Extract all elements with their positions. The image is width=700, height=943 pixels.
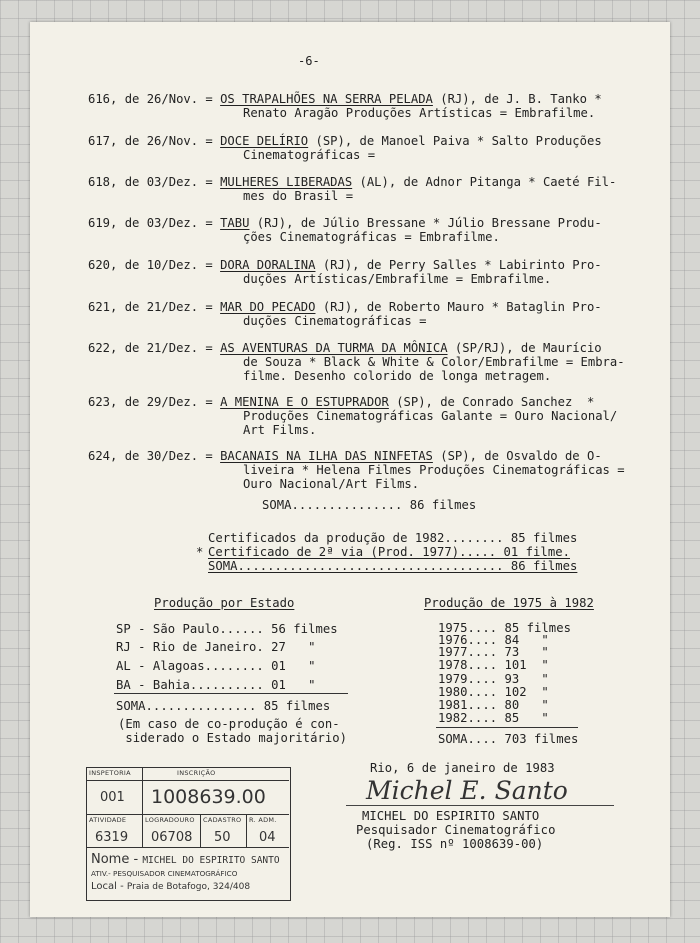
stamp-inspetoria: 001 [100, 790, 125, 805]
stamp-logradouro-label: LOGRADOURO [145, 816, 195, 824]
entry-detail: (RJ), de J. B. Tanko * [432, 92, 602, 106]
entry-line-1: 621, de 21/Dez. = MAR DO PECADO (RJ), de Roberto Mauro * Bataglin Pro- [88, 300, 602, 314]
entry-number: 620 [88, 258, 111, 272]
entry-title: BACANAIS NA ILHA DAS NINFETAS [220, 449, 433, 463]
stamp-cadastro-label: CADASTRO [203, 816, 242, 824]
signer-role: Pesquisador Cinematográfico [356, 823, 556, 837]
entry-date: de 21/Dez. [124, 300, 199, 314]
ano-1979: 1979.... 93 " [438, 672, 549, 686]
entry-line-2: Produções Cinematográficas Galante = Ouro Nacional/ [243, 409, 618, 423]
entry-line-1: 622, de 21/Dez. = AS AVENTURAS DA TURMA DA MÔNICA (SP/RJ), de Maurício [88, 341, 602, 355]
entry-detail: (AL), de Adnor Pitanga * Caeté Fil- [352, 175, 617, 189]
entry-line-2: Cinematográficas = [243, 148, 376, 162]
stamp-nome: MICHEL DO ESPIRITO SANTO [142, 855, 280, 866]
stamp-local-label: Local - [91, 881, 124, 892]
film-entry [88, 449, 668, 491]
entry-number: 621 [88, 300, 111, 314]
document-page [30, 22, 670, 917]
estado-soma: SOMA............... 85 filmes [116, 699, 331, 713]
entry-date: de 03/Dez. [124, 175, 199, 189]
entry-line-2: liveira * Helena Filmes Produções Cinematográficas = [243, 463, 625, 477]
stamp-inscricao-label-cell [143, 768, 289, 781]
stamp-atividade-cell [87, 815, 143, 848]
estado-note-2: siderado o Estado majoritário) [118, 731, 348, 745]
entry-number: 619 [88, 216, 111, 230]
anos-rule [436, 727, 578, 728]
stamp-atividade-label: ATIVIDADE [89, 816, 127, 824]
entry-line-2: duções Cinematográficas = [243, 314, 427, 328]
entry-detail: (RJ), de Júlio Bressane * Júlio Bressane Produ- [249, 216, 602, 230]
stamp-inscricao-label: INSCRIÇÃO [177, 769, 216, 777]
signer-registration: (Reg. ISS nº 1008639-00) [366, 837, 544, 851]
entry-number: 617 [88, 134, 111, 148]
entry-detail: (SP), de Osvaldo de O- [432, 449, 602, 463]
stamp-inspetoria-label: INSPETORIA [89, 769, 131, 777]
ano-1975: 1975.... 85 filmes [438, 621, 571, 635]
signer-name: MICHEL DO ESPIRITO SANTO [362, 809, 540, 823]
ano-1981: 1981.... 80 " [438, 698, 549, 712]
entry-line-1: 620, de 10/Dez. = DORA DORALINA (RJ), de Perry Salles * Labirinto Pro- [88, 258, 602, 272]
entry-title: TABU [220, 216, 250, 230]
entry-date: de 30/Dez. [124, 449, 199, 463]
entry-line-2: de Souza * Black & White & Color/Embrafilme = Embra- [243, 355, 625, 369]
place-date: Rio, 6 de janeiro de 1983 [370, 761, 555, 775]
soma-certificados: SOMA.................................... 86 filmes [208, 559, 578, 573]
entry-number: 623 [88, 395, 111, 409]
entry-title: DORA DORALINA [220, 258, 316, 272]
entry-detail: (RJ), de Perry Salles * Labirinto Pro- [315, 258, 602, 272]
ano-1977: 1977.... 73 " [438, 645, 549, 659]
stamp-local: Praia de Botafogo, 324/408 [126, 882, 251, 892]
entry-title: MULHERES LIBERADAS [220, 175, 353, 189]
entry-date: de 29/Dez. [124, 395, 199, 409]
cert-star: * [196, 545, 204, 559]
anos-soma: SOMA.... 703 filmes [438, 732, 579, 746]
stamp-inscricao: 1008639.00 [151, 786, 266, 808]
entry-title: MAR DO PECADO [220, 300, 316, 314]
entry-date: de 26/Nov. [124, 134, 199, 148]
film-entry [88, 216, 668, 244]
entry-line-1: 617, de 26/Nov. = DOCE DELÍRIO (SP), de Manoel Paiva * Salto Produções [88, 134, 602, 148]
certificado-2a-via: Certificado de 2ª via (Prod. 1977)..... 01 filme. [208, 545, 570, 559]
entry-detail: (SP/RJ), de Maurício [447, 341, 602, 355]
film-entry [88, 258, 668, 286]
entry-line-1: 618, de 03/Dez. = MULHERES LIBERADAS (AL), de Adnor Pitanga * Caeté Fil- [88, 175, 617, 189]
entry-detail: (SP), de Manoel Paiva * Salto Produções [308, 134, 602, 148]
film-entry [88, 395, 668, 437]
film-entry [88, 300, 668, 328]
entry-title: AS AVENTURAS DA TURMA DA MÔNICA [220, 341, 448, 355]
entry-line-2: duções Artísticas/Embrafilme = Embrafilme. [243, 272, 552, 286]
entry-line-3: filme. Desenho colorido de longa metragem. [243, 369, 552, 383]
stamp-radm-cell [247, 815, 289, 848]
film-entry [88, 341, 668, 383]
stamp-logradouro: 06708 [151, 830, 193, 845]
stamp-atividade: 6319 [95, 830, 129, 845]
entry-line-1: 619, de 03/Dez. = TABU (RJ), de Júlio Bressane * Júlio Bressane Produ- [88, 216, 602, 230]
estado-rule [114, 693, 348, 694]
entry-number: 624 [88, 449, 111, 463]
film-entry [88, 92, 668, 120]
ano-1976: 1976.... 84 " [438, 633, 549, 647]
entry-line-1: 624, de 30/Dez. = BACANAIS NA ILHA DAS NINFETAS (SP), de Osvaldo de O- [88, 449, 602, 463]
film-entry [88, 134, 668, 162]
ano-1978: 1978.... 101 " [438, 658, 549, 672]
entry-detail: (RJ), de Roberto Mauro * Bataglin Pro- [315, 300, 602, 314]
stamp-radm-label: R. ADM. [249, 816, 277, 824]
registration-stamp [86, 767, 291, 901]
stamp-nome-row [91, 852, 280, 867]
estado-sp: SP - São Paulo...... 56 filmes [116, 622, 338, 636]
entry-line-2: Renato Aragão Produções Artísticas = Embrafilme. [243, 106, 596, 120]
stamp-local-row [91, 881, 250, 892]
page-number: -6- [298, 54, 320, 68]
stamp-inspetoria-cell [87, 781, 143, 815]
entry-line-3: Ouro Nacional/Art Films. [243, 477, 420, 491]
stamp-cadastro: 50 [214, 830, 231, 845]
entry-number: 622 [88, 341, 111, 355]
soma-total: SOMA............... 86 filmes [262, 498, 477, 512]
film-entry [88, 175, 668, 203]
entry-line-2: mes do Brasil = [243, 189, 354, 203]
entry-line-2: ções Cinematográficas = Embrafilme. [243, 230, 500, 244]
entry-title: OS TRAPALHÕES NA SERRA PELADA [220, 92, 433, 106]
estado-note-1: (Em caso de co-produção é con- [118, 717, 340, 731]
certificados-1982: Certificados da produção de 1982........ 85 filmes [208, 531, 578, 545]
handwritten-signature: Michel E. Santo [366, 776, 568, 805]
stamp-nome-label: Nome - [91, 852, 139, 867]
entry-title: A MENINA E O ESTUPRADOR [220, 395, 389, 409]
stamp-cadastro-cell [201, 815, 247, 848]
estado-rj: RJ - Rio de Janeiro. 27 " [116, 640, 316, 654]
entry-title: DOCE DELÍRIO [220, 134, 309, 148]
anos-title: Produção de 1975 à 1982 [424, 596, 594, 610]
estado-title: Produção por Estado [154, 596, 295, 610]
stamp-inspetoria-label-cell [87, 768, 143, 781]
ano-1982: 1982.... 85 " [438, 711, 549, 725]
stamp-inscricao-cell [143, 781, 289, 815]
entry-line-1: 616, de 26/Nov. = OS TRAPALHÕES NA SERRA PELADA (RJ), de J. B. Tanko * [88, 92, 602, 106]
entry-detail: (SP), de Conrado Sanchez * [388, 395, 595, 409]
entry-number: 616 [88, 92, 111, 106]
entry-line-1: 623, de 29/Dez. = A MENINA E O ESTUPRADOR (SP), de Conrado Sanchez * [88, 395, 595, 409]
stamp-ativ: ATIV.- PESQUISADOR CINEMATOGRÁFICO [91, 869, 238, 878]
entry-date: de 21/Dez. [124, 341, 199, 355]
estado-al: AL - Alagoas........ 01 " [116, 659, 316, 673]
stamp-logradouro-cell [143, 815, 201, 848]
estado-ba: BA - Bahia.......... 01 " [116, 678, 316, 692]
entry-line-3: Art Films. [243, 423, 317, 437]
entry-date: de 03/Dez. [124, 216, 199, 230]
entry-date: de 26/Nov. [124, 92, 199, 106]
entry-number: 618 [88, 175, 111, 189]
entry-date: de 10/Dez. [124, 258, 199, 272]
signature-line [346, 805, 614, 806]
stamp-radm: 04 [259, 830, 276, 845]
ano-1980: 1980.... 102 " [438, 685, 549, 699]
